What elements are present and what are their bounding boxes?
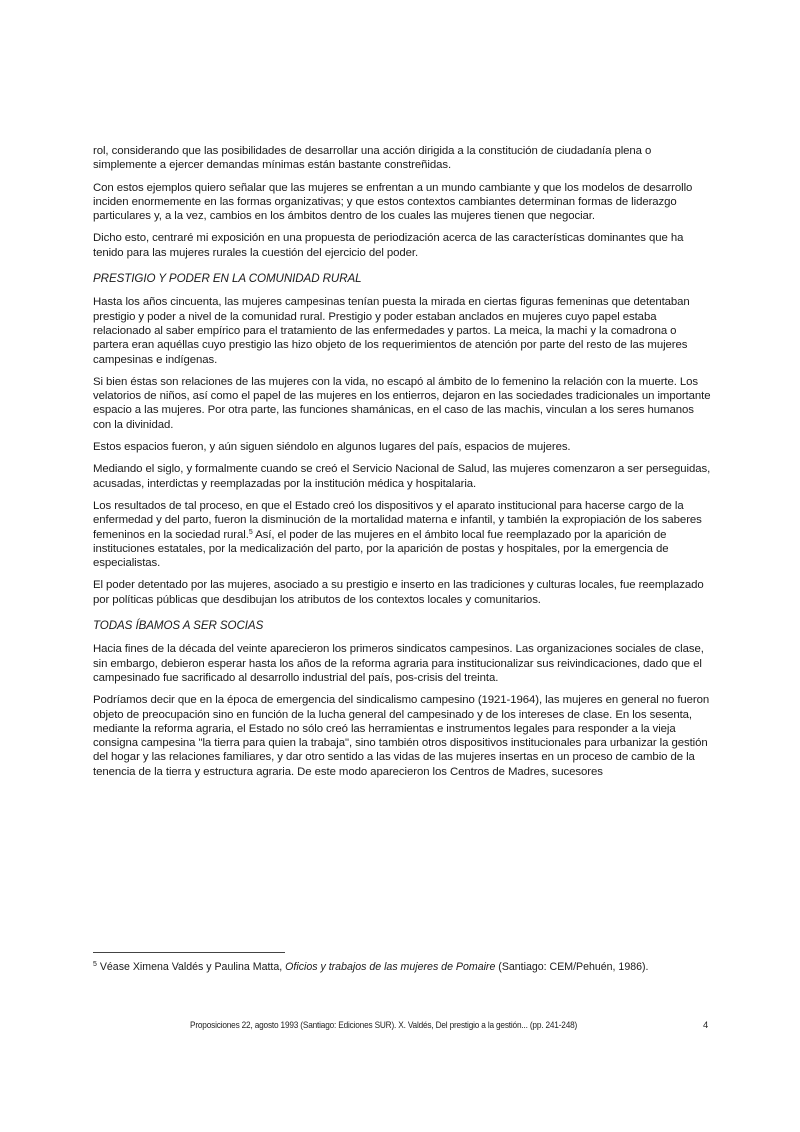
paragraph: Si bien éstas son relaciones de las mujeres con la vida, no escapó al ámbito de lo femenino la relación con la muerte. Los velatorios de niños, así como el papel de las mujeres en los entierros, dejaron en las sociedades tradicionales un importante espacio a las mujeres. Por otra parte, las funciones shamánicas, en el caso de las machis, vinculan a los seres humanos con la divinidad.	[93, 375, 711, 431]
footnote-number: 5	[93, 961, 97, 968]
paragraph-text: Así, el poder de las mujeres en el ámbito local fue reemplazado por la aparición de instituciones estatales, por la medicalización del parto, por la aparición de postas y hospitales, por la emergencia de especialistas.	[93, 528, 669, 570]
paragraph-text: Los resultados de tal proceso, en que el Estado creó los dispositivos y el aparato institucional para hacerse cargo de la enfermedad y del parto, fueron la disminución de la mortalidad materna e infantil, y también la expropiación de los saberes femeninos en la sociedad rural.	[93, 499, 702, 541]
page-number: 4	[703, 1019, 709, 1030]
paragraph: Hasta los años cincuenta, las mujeres campesinas tenían puesta la mirada en ciertas figuras femeninas que detentaban prestigio y poder a nivel de la comunidad rural. Prestigio y poder estaban anclados en mujeres cuyo papel estaba relacionado al saber empírico para el tratamiento de las enfermedades y partos. La meica, la machi y la comadrona o partera eran aquéllas cuyo prestigio las hizo objeto de los requerimientos de atención por parte del resto de las mujeres campesinas e indígenas.	[93, 296, 690, 366]
footnote-book-title: Oficios y trabajos de las mujeres de Pomaire	[285, 961, 496, 973]
footnote	[93, 960, 713, 974]
paragraph: Con estos ejemplos quiero señalar que las mujeres se enfrentan a un mundo cambiante y que los modelos de desarrollo inciden enormemente en las formas organizativas; y que estos contextos cambiantes determinan formas de liderazgo particulares y, a la vez, cambios en los ámbitos dentro de los cuales las mujeres tienen que negociar.	[93, 181, 693, 223]
page-footer-citation: Proposiciones 22, agosto 1993 (Santiago: Ediciones SUR). X. Valdés, Del prestigio a la gestión... (pp. 241-248)	[190, 1019, 578, 1030]
section-heading: PRESTIGIO Y PODER EN LA COMUNIDAD RURAL	[93, 272, 362, 286]
paragraph: Estos espacios fueron, y aún siguen siéndolo en algunos lugares del país, espacios de mujeres.	[93, 441, 571, 454]
paragraph: El poder detentado por las mujeres, asociado a su prestigio e inserto en las tradiciones y culturas locales, fue reemplazado por políticas públicas que desdibujan los atributos de los contextos locales y comunitarios.	[93, 579, 704, 606]
footnote-text: (Santiago: CEM/Pehuén, 1986).	[495, 961, 649, 973]
footnote-text: Véase Ximena Valdés y Paulina Matta,	[96, 961, 286, 973]
section-heading: TODAS ÍBAMOS A SER SOCIAS	[93, 619, 264, 633]
paragraph: rol, considerando que las posibilidades de desarrollar una acción dirigida a la constitución de ciudadanía plena o simplemente a ejercer demandas mínimas están bastante constreñidas.	[93, 145, 652, 172]
paragraph: Mediando el siglo, y formalmente cuando se creó el Servicio Nacional de Salud, las mujeres comenzaron a ser perseguidas, acusadas, interdictas y reemplazadas por la institución médica y hospitalaria.	[93, 463, 711, 490]
paragraph: Podríamos decir que en la época de emergencia del sindicalismo campesino (1921-1964), las mujeres en general no fueron objeto de preocupación sino en función de la lucha general del campesinado y de los intereses de clase. En los sesenta, mediante la reforma agraria, el Estado no sólo creó las herramientas e instrumentos legales para responder a la vieja consigna campesina "la tierra para quien la trabaja", sino también otros dispositivos institucionales para urbanizar la gestión del hogar y las relaciones familiares, y dar otro sentido a las vidas de las mujeres insertas en un proceso de cambio de la tenencia de la tierra y estructura agraria. De este modo aparecieron los Centros de Madres, sucesores	[93, 694, 710, 778]
paragraph: Hacia fines de la década del veinte aparecieron los primeros sindicatos campesinos. Las organizaciones sociales de clase, sin embargo, debieron esperar hasta los años de la reforma agraria para institucionalizar sus reivindicaciones, dado que el campesinado fue sacrificado al desarrollo industrial del país, pos-crisis del treinta.	[93, 643, 704, 684]
paragraph: Dicho esto, centraré mi exposición en una propuesta de periodización acerca de las características dominantes que ha tenido para las mujeres rurales la cuestión del ejercicio del poder.	[93, 232, 684, 259]
paragraph-with-footnote	[93, 499, 713, 570]
main-text	[93, 144, 713, 787]
footnote-divider	[93, 952, 285, 953]
footnote-reference: 5	[248, 528, 253, 536]
